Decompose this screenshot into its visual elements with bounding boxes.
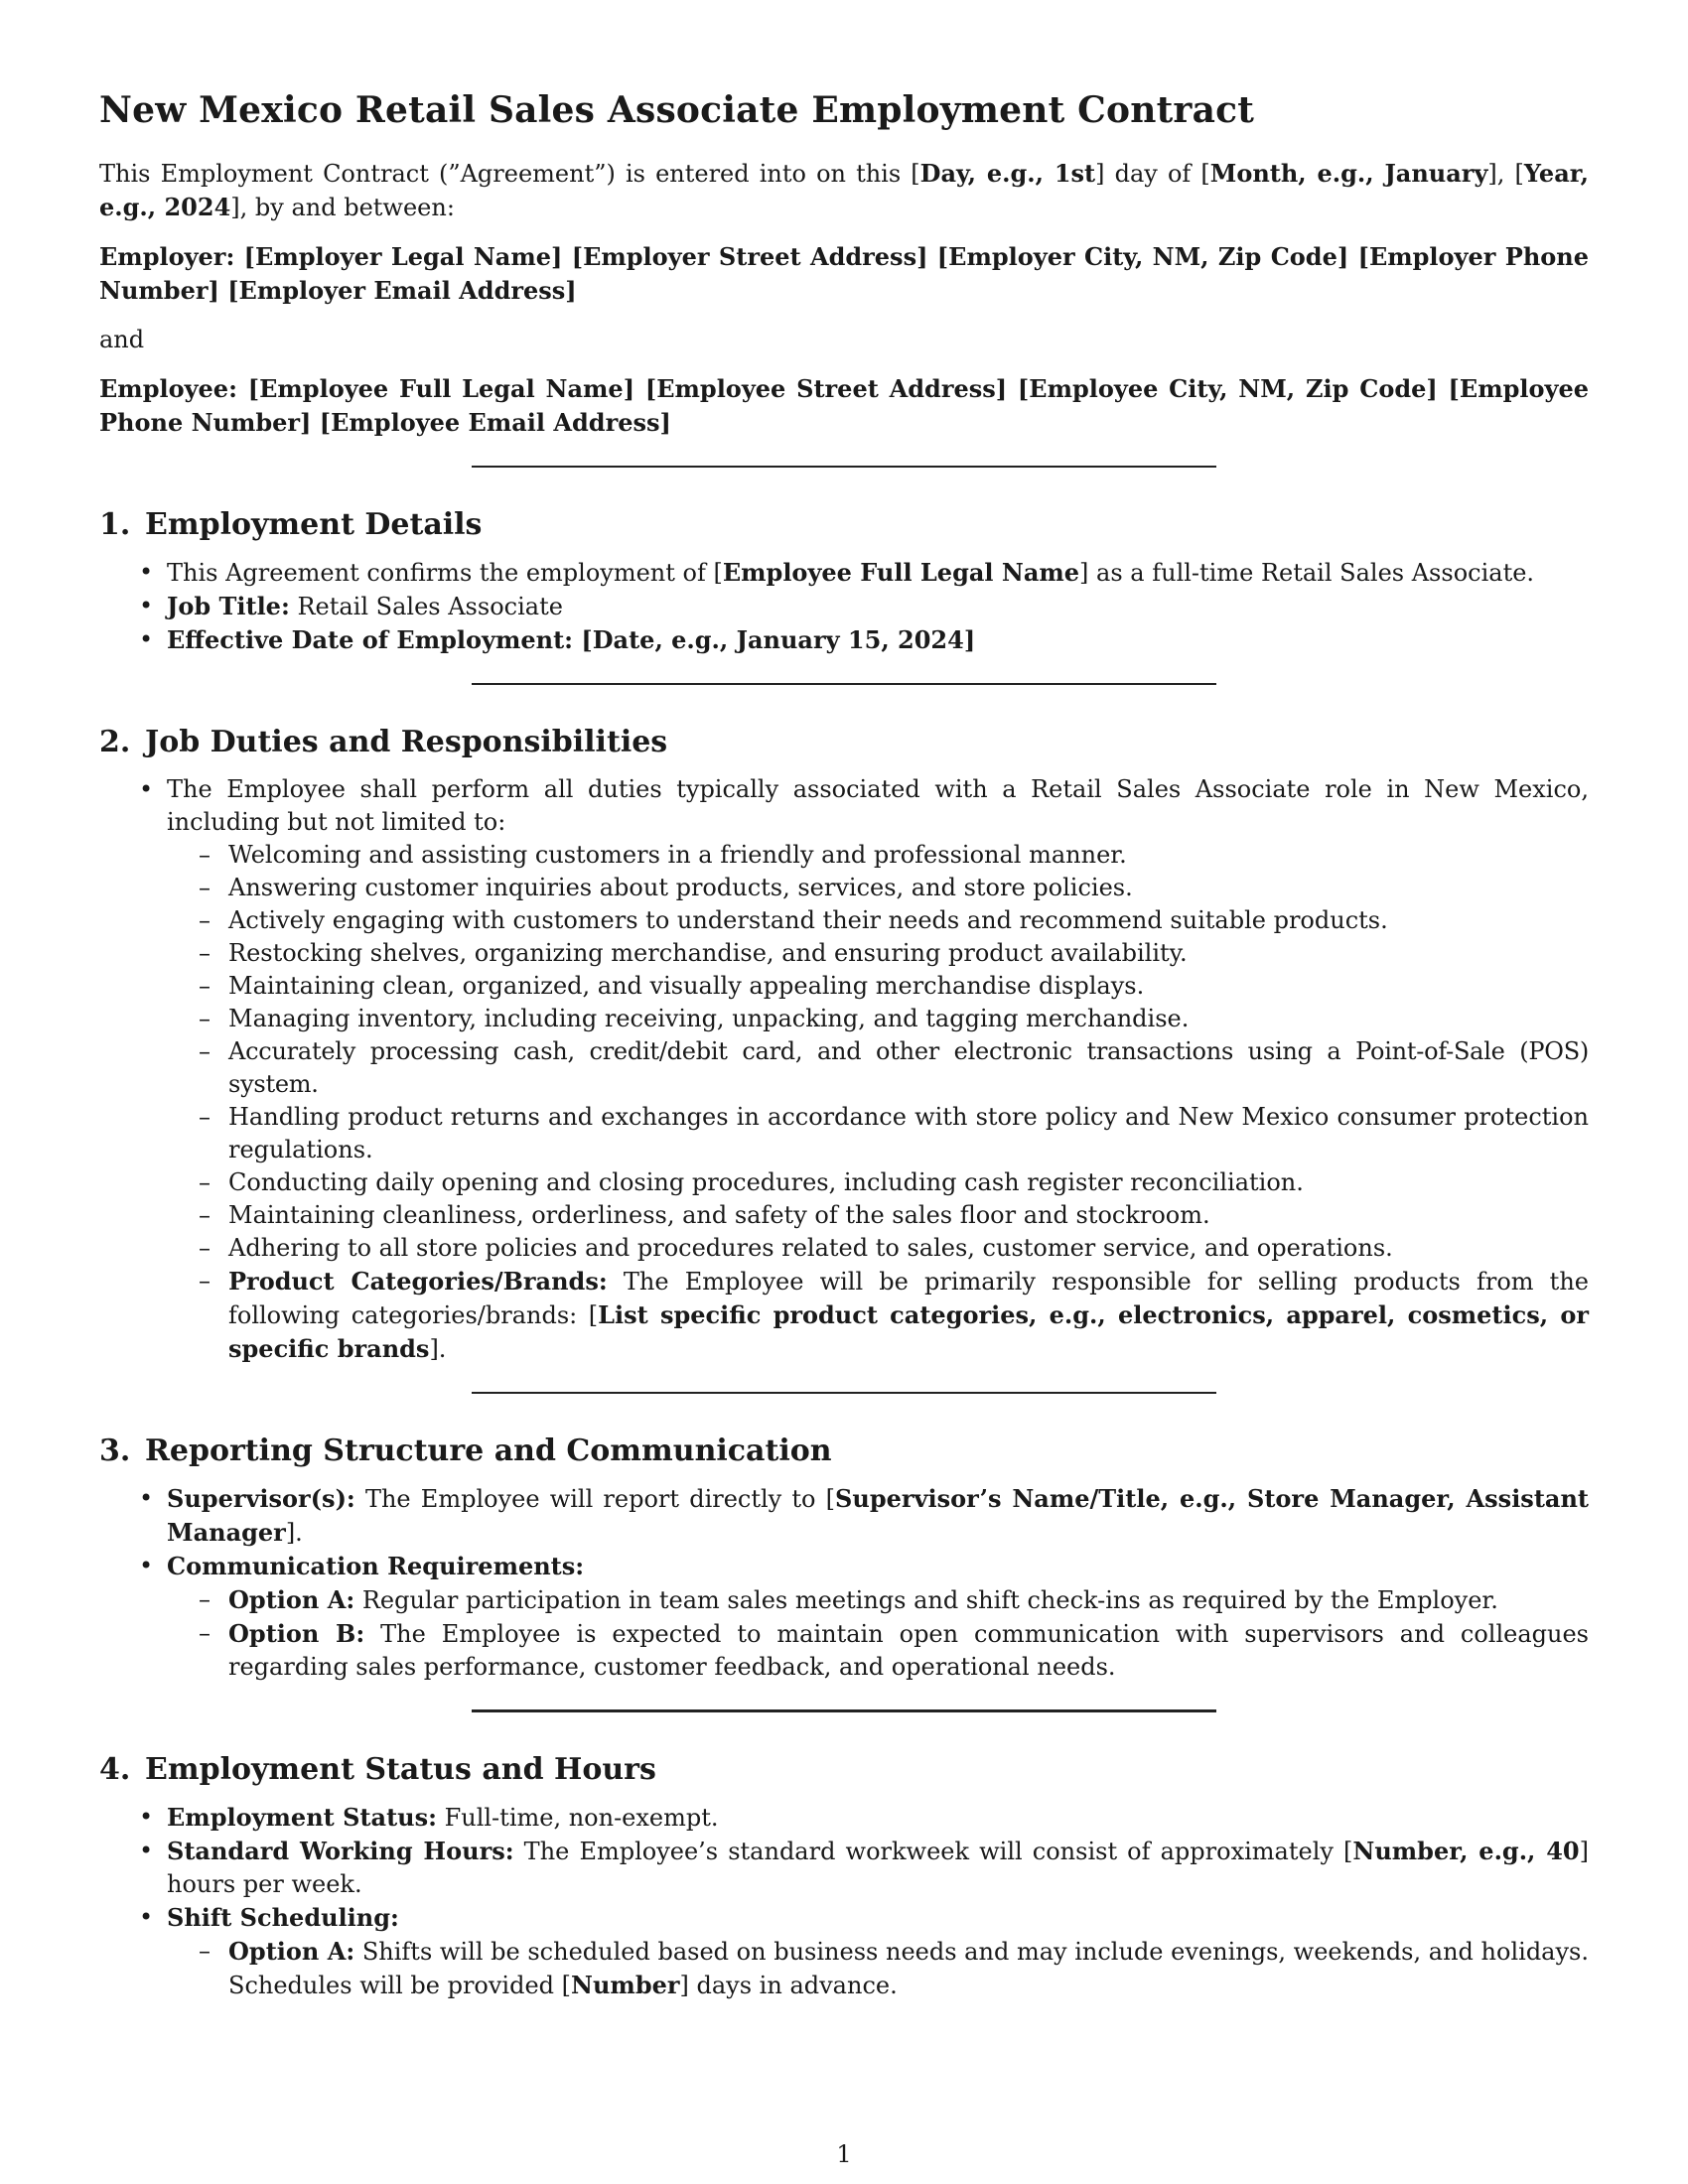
intro-text: ] day of [	[1095, 160, 1210, 188]
section-1-heading	[99, 507, 1589, 542]
section-number: 4.	[99, 1752, 131, 1787]
item-label: Supervisor(s):	[167, 1484, 355, 1513]
duty-item	[167, 1265, 1589, 1366]
item-text: The Employee’s standard workweek will consist of approximately [	[513, 1838, 1353, 1865]
list-item	[99, 1482, 1589, 1550]
shift-options	[167, 1935, 1589, 2002]
employer-label: Employer:	[99, 242, 235, 271]
section-divider	[472, 1392, 1216, 1394]
section-1-list	[99, 556, 1589, 657]
item-bold: Employee Full Legal Name	[722, 558, 1080, 587]
item-bold: List specific product categories, e.g., electronics, apparel, cosmetics, or specific brands	[228, 1300, 1590, 1363]
item-text: This Agreement confirms the employment of [	[167, 559, 723, 587]
intro-month: Month, e.g., January	[1209, 159, 1488, 188]
item-label: Job Title:	[167, 592, 290, 620]
duty-item: – Maintaining clean, organized, and visually appealing merchandise displays.	[167, 970, 1589, 1003]
section-number: 1.	[99, 507, 131, 542]
employer-block	[99, 240, 1589, 308]
and-text: and	[99, 326, 145, 353]
intro-paragraph	[99, 157, 1589, 224]
item-text: The Employee shall perform all duties typically associated with a Retail Sales Associate role in New Mexico, including but not limited to:	[167, 775, 1589, 836]
item-label: Shift Scheduling:	[167, 1903, 399, 1932]
list-item	[99, 1835, 1589, 1901]
list-item	[99, 1901, 1589, 2002]
duty-item: – Accurately processing cash, credit/debit card, and other electronic transactions using a Point-of-Sale (POS) system.	[167, 1035, 1589, 1101]
option-item	[167, 1617, 1589, 1684]
list-item	[99, 590, 1589, 623]
section-title: Employment Details	[145, 507, 483, 542]
intro-year: Year, e.g., 2024	[99, 159, 1589, 221]
item-text: The Employee will report directly to [	[354, 1485, 836, 1513]
item-bold: Supervisor’s Name/Title, e.g., Store Manager, Assistant Manager	[167, 1484, 1589, 1547]
section-title: Reporting Structure and Communication	[145, 1433, 832, 1468]
option-bold: Number	[571, 1971, 680, 1999]
intro-text: ], by and between:	[230, 194, 455, 221]
section-divider	[472, 1709, 1216, 1712]
document-content	[99, 89, 1589, 2002]
item-text: Retail Sales Associate	[289, 593, 563, 620]
option-text: ] days in advance.	[679, 1972, 898, 1999]
intro-text: This Employment Contract (”Agreement”) is entered into on this [	[99, 160, 920, 188]
duty-item: – Restocking shelves, organizing merchandise, and ensuring product availability.	[167, 937, 1589, 970]
duty-item: – Conducting daily opening and closing procedures, including cash register reconciliation.	[167, 1166, 1589, 1199]
option-text: The Employee is expected to maintain open communication with supervisors and colleagues regarding sales performance, customer feedback, and operational needs.	[228, 1620, 1589, 1681]
duty-item: – Maintaining cleanliness, orderliness, and safety of the sales floor and stockroom.	[167, 1199, 1589, 1232]
list-item	[99, 1801, 1589, 1835]
item-bold: Number, e.g., 40	[1352, 1837, 1580, 1865]
section-3-heading	[99, 1433, 1589, 1468]
intro-text: ], [	[1487, 160, 1524, 188]
item-label: Communication Requirements:	[167, 1552, 585, 1580]
list-item	[99, 623, 1589, 657]
item-text: Full-time, non-exempt.	[436, 1804, 719, 1832]
item-text: ] hours per week.	[167, 1838, 1590, 1898]
employee-label: Employee:	[99, 374, 237, 403]
item-label: Product Categories/Brands:	[228, 1267, 608, 1296]
employer-details: [Employer Legal Name] [Employer Street Address] [Employer City, NM, Zip Code] [Employer Phone Number] [Employer Email Address]	[99, 242, 1589, 305]
duties-list	[167, 839, 1589, 1366]
option-label: Option A:	[228, 1937, 355, 1966]
duty-item: – Managing inventory, including receiving, unpacking, and tagging merchandise.	[167, 1003, 1589, 1035]
duty-item: – Welcoming and assisting customers in a friendly and professional manner.	[167, 839, 1589, 872]
section-2-heading	[99, 725, 1589, 759]
communication-options	[167, 1583, 1589, 1684]
page-number: 1	[836, 2140, 852, 2168]
section-divider	[472, 683, 1216, 685]
section-2-list	[99, 773, 1589, 1366]
option-text: Regular participation in team sales meetings and shift check-ins as required by the Employer.	[354, 1586, 1498, 1614]
option-item	[167, 1935, 1589, 2002]
item-label: Effective Date of Employment: [Date, e.g., January 15, 2024]	[167, 625, 976, 654]
item-text: ].	[429, 1335, 447, 1363]
employee-details: [Employee Full Legal Name] [Employee Street Address] [Employee City, NM, Zip Code] [Employee Phone Number] [Employee Email Address]	[99, 374, 1589, 437]
option-label: Option B:	[228, 1619, 365, 1648]
duty-item: – Handling product returns and exchanges in accordance with store policy and New Mexico consumer protection regulations.	[167, 1101, 1589, 1166]
list-item	[99, 773, 1589, 1366]
section-title: Employment Status and Hours	[145, 1752, 656, 1787]
section-number: 3.	[99, 1433, 131, 1468]
option-label: Option A:	[228, 1585, 355, 1614]
employee-block	[99, 372, 1589, 440]
section-number: 2.	[99, 725, 131, 759]
section-4-list	[99, 1801, 1589, 2002]
option-item	[167, 1583, 1589, 1617]
list-item	[99, 1550, 1589, 1684]
list-item	[99, 556, 1589, 590]
section-4-heading	[99, 1752, 1589, 1787]
intro-day: Day, e.g., 1st	[919, 159, 1096, 188]
item-text: ].	[285, 1519, 303, 1547]
item-label: Employment Status:	[167, 1803, 437, 1832]
item-label: Standard Working Hours:	[167, 1837, 514, 1865]
section-divider	[472, 466, 1216, 468]
option-text: Shifts will be scheduled based on business needs and may include evenings, weekends, and holidays. Schedules will be provided [	[228, 1938, 1589, 1999]
item-text: ] as a full-time Retail Sales Associate.	[1079, 559, 1535, 587]
duty-item: – Actively engaging with customers to understand their needs and recommend suitable products.	[167, 904, 1589, 937]
document-title: New Mexico Retail Sales Associate Employment Contract	[99, 89, 1255, 131]
duty-item: – Adhering to all store policies and procedures related to sales, customer service, and operations.	[167, 1232, 1589, 1265]
item-text: The Employee will be primarily responsible for selling products from the following categories/brands: [	[228, 1268, 1589, 1329]
duty-item: – Answering customer inquiries about products, services, and store policies.	[167, 872, 1589, 904]
section-3-list	[99, 1482, 1589, 1684]
section-title: Job Duties and Responsibilities	[145, 725, 668, 759]
